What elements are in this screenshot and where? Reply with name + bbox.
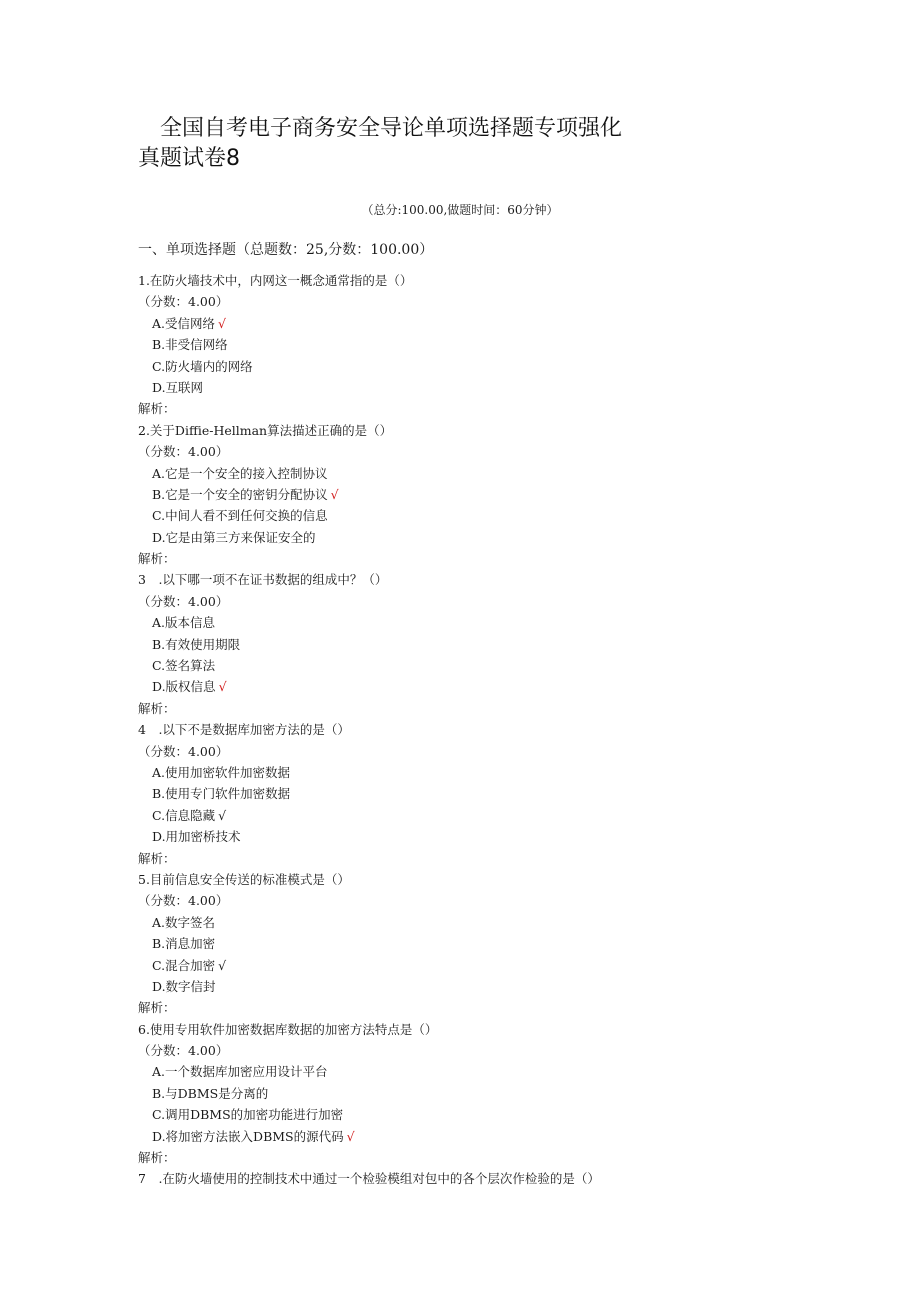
question-score: （分数：4.00） xyxy=(138,294,229,310)
question-text: 3 .以下哪一项不在证书数据的组成中？（） xyxy=(138,572,388,588)
exam-meta xyxy=(0,201,920,219)
answer-option xyxy=(138,976,838,997)
answer-option-label: B.它是一个安全的密钥分配协议 xyxy=(152,486,328,502)
answer-option-label: C.防火墙内的网络 xyxy=(152,358,253,374)
question-block xyxy=(138,1019,838,1169)
question-text: 6.使用专用软件加密数据库数据的加密方法特点是（） xyxy=(138,1021,438,1037)
question-text: 2.关于Diffie-Hellman算法描述正确的是（） xyxy=(138,422,393,438)
answer-option xyxy=(138,463,838,484)
correct-answer-check-icon: √ xyxy=(346,1128,355,1144)
answer-option-label: C.中间人看不到任何交换的信息 xyxy=(152,508,328,524)
answer-option xyxy=(138,377,838,398)
answer-option xyxy=(138,505,838,526)
section-heading: 一、单项选择题（总题数：25,分数：100.00） xyxy=(138,242,434,258)
answer-option xyxy=(138,933,838,954)
answer-option xyxy=(138,612,838,633)
answer-option-label: A.使用加密软件加密数据 xyxy=(152,764,291,780)
correct-answer-check-icon: √ xyxy=(218,807,227,823)
answer-option xyxy=(138,912,838,933)
answer-option-label: B.使用专门软件加密数据 xyxy=(152,786,291,802)
title-line-2: 真题试卷8 xyxy=(138,146,240,171)
answer-option-label: D.版权信息 xyxy=(152,679,216,695)
title-line-1: 全国自考电子商务安全导论单项选择题专项强化 xyxy=(160,116,623,141)
answer-option-label: A.版本信息 xyxy=(152,615,216,631)
question-text: 4 .以下不是数据库加密方法的是（） xyxy=(138,722,350,738)
answer-option xyxy=(138,805,838,826)
question-block xyxy=(138,869,838,1019)
question-block xyxy=(138,270,838,420)
answer-option-label: D.数字信封 xyxy=(152,978,216,994)
answer-option xyxy=(138,783,838,804)
answer-option-label: B.有效使用期限 xyxy=(152,636,241,652)
answer-option xyxy=(138,1126,838,1147)
answer-option-label: B.与DBMS是分离的 xyxy=(152,1085,269,1101)
answer-option-label: A.受信网络 xyxy=(152,315,216,331)
answer-option xyxy=(138,676,838,697)
question-list xyxy=(138,270,838,1190)
answer-option-label: D.用加密桥技术 xyxy=(152,829,241,845)
question-block xyxy=(138,569,838,719)
analysis-label: 解析： xyxy=(138,401,176,417)
answer-option-label: A.数字签名 xyxy=(152,914,216,930)
answer-option-label: B.非受信网络 xyxy=(152,337,228,353)
question-text: 1.在防火墙技术中，内网这一概念通常指的是（） xyxy=(138,273,413,288)
analysis-label: 解析： xyxy=(138,1150,176,1166)
answer-option-label: C.调用DBMS的加密功能进行加密 xyxy=(152,1107,344,1123)
answer-option xyxy=(138,1083,838,1104)
analysis-label: 解析： xyxy=(138,850,176,866)
answer-option-label: A.它是一个安全的接入控制协议 xyxy=(152,465,328,481)
answer-option xyxy=(138,1104,838,1125)
answer-option xyxy=(138,655,838,676)
answer-option xyxy=(138,826,838,847)
answer-option xyxy=(138,762,838,783)
answer-option xyxy=(138,1061,838,1082)
answer-option xyxy=(138,356,838,377)
question-score: （分数：4.00） xyxy=(138,893,229,909)
question-score: （分数：4.00） xyxy=(138,743,229,759)
analysis-label: 解析： xyxy=(138,551,176,567)
question-score: （分数：4.00） xyxy=(138,593,229,609)
answer-option xyxy=(138,527,838,548)
answer-option xyxy=(138,955,838,976)
answer-option-label: C.混合加密 xyxy=(152,957,216,973)
question-text: 7 .在防火墙使用的控制技术中通过一个检验模组对包中的各个层次作检验的是（） xyxy=(138,1171,600,1187)
analysis-label: 解析： xyxy=(138,1000,176,1016)
answer-option xyxy=(138,313,838,334)
document-title xyxy=(138,114,678,174)
question-score: （分数：4.00） xyxy=(138,1043,229,1059)
answer-option xyxy=(138,334,838,355)
answer-option-label: D.互联网 xyxy=(152,379,204,395)
answer-option-label: D.它是由第三方来保证安全的 xyxy=(152,529,316,545)
answer-option-label: D.将加密方法嵌入DBMS的源代码 xyxy=(152,1128,344,1144)
answer-option xyxy=(138,634,838,655)
question-block xyxy=(138,420,838,570)
answer-option-label: C.签名算法 xyxy=(152,658,216,674)
correct-answer-check-icon: √ xyxy=(218,315,226,331)
question-text: 5.目前信息安全传送的标准模式是（） xyxy=(138,871,350,887)
answer-option xyxy=(138,484,838,505)
answer-option-label: B.消息加密 xyxy=(152,936,216,952)
question-block xyxy=(138,719,838,869)
answer-option-label: C.信息隐藏 xyxy=(152,807,216,823)
correct-answer-check-icon: √ xyxy=(218,957,227,973)
answer-option-label: A.一个数据库加密应用设计平台 xyxy=(152,1064,328,1080)
correct-answer-check-icon: √ xyxy=(218,679,227,695)
exam-meta-text: （总分:100.00,做题时间：60分钟） xyxy=(361,203,559,217)
question-score: （分数：4.00） xyxy=(138,444,229,460)
correct-answer-check-icon: √ xyxy=(330,486,339,502)
question-block xyxy=(138,1168,838,1189)
analysis-label: 解析： xyxy=(138,700,176,716)
